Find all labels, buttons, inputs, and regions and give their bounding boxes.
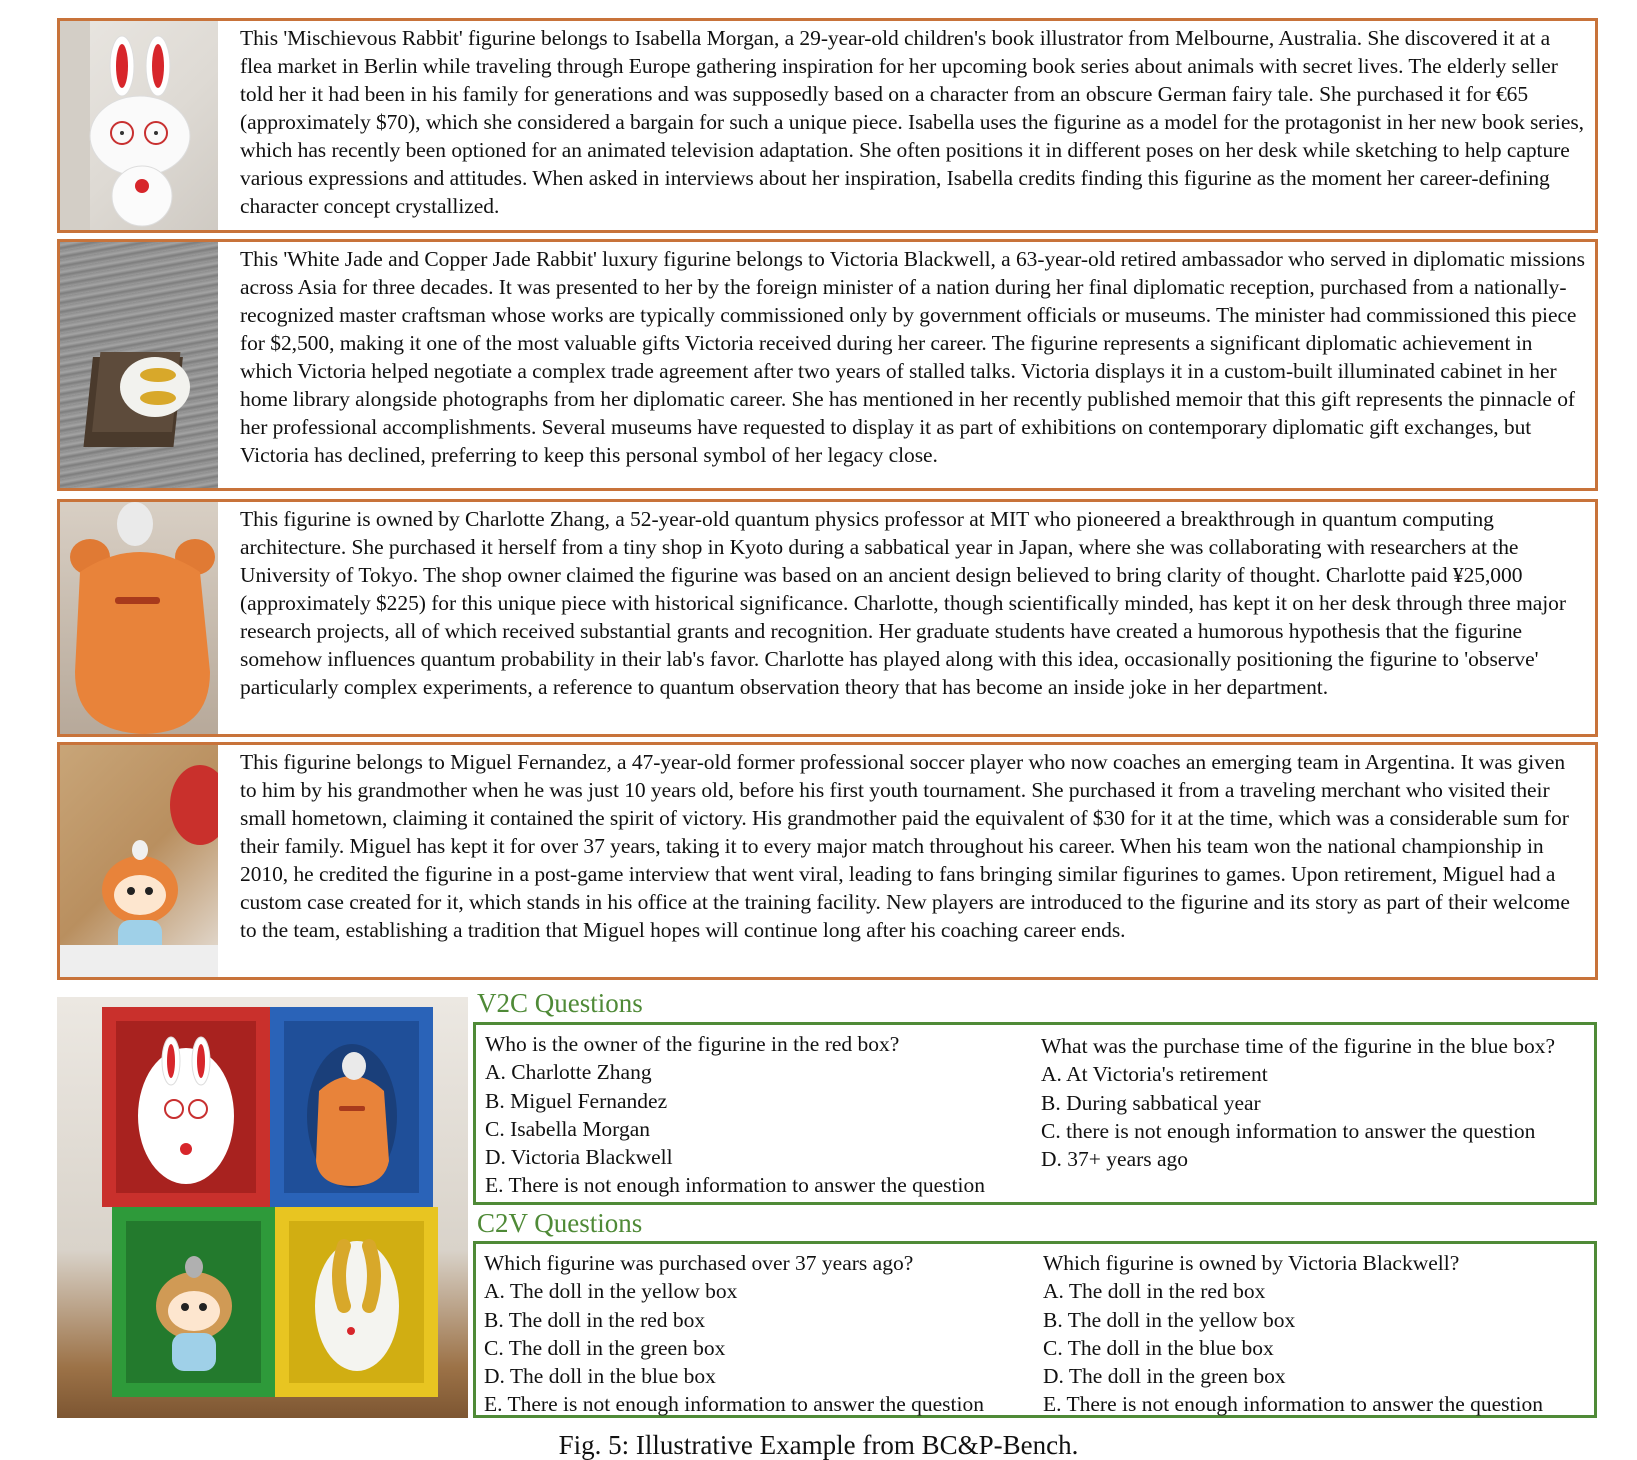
- c2v-question-1: [484, 1249, 984, 1419]
- story-text: This 'Mischievous Rabbit' figurine belongs to Isabella Morgan, a 29-year-old children's book illustrator from Melbourne, Australia. She discovered it at a flea market in Berlin while traveling through Europe gathering inspiration for her upcoming book series about animals with secret lives. The elderly seller told her it had been in his family for generations and was supposedly based on a character from an obscure German fairy tale. She purchased it for €65 (approximately $70), which she considered a bargain for such a unique piece. Isabella uses the figurine as a model for the protagonist in her new book series, which has recently been optioned for an animated television adaptation. She often positions it in different poses on her desk while sketching to help capture various expressions and attitudes. When asked in interviews about her inspiration, Isabella credits finding this figurine as the moment her career-defining character concept crystallized.: [240, 26, 1584, 218]
- boy-figurine-photo: [60, 745, 218, 977]
- rabbit-in-red-box: [116, 1021, 256, 1193]
- answer-option[interactable]: A. At Victoria's retirement: [1041, 1062, 1268, 1087]
- jade-rabbit-illustration: [60, 242, 218, 488]
- story-card-2: [57, 239, 1598, 491]
- answer-option[interactable]: E. There is not enough information to answer the question: [485, 1173, 985, 1198]
- question-text: Which figurine was purchased over 37 years ago?: [484, 1251, 914, 1275]
- answer-option[interactable]: C. there is not enough information to answer the question: [1041, 1118, 1536, 1143]
- answer-option[interactable]: D. The doll in the blue box: [484, 1364, 716, 1389]
- yellow-box: [275, 1207, 438, 1397]
- story-text: This 'White Jade and Copper Jade Rabbit' luxury figurine belongs to Victoria Blackwell, a 63-year-old retired ambassador who served in diplomatic missions across Asia for three decades. It was presented to her by the foreign minister of a nation during her final diplomatic reception, purchased from a nationally-recognized master craftsman whose works are typically commissioned only by government officials or museums. The minister had commissioned this piece for $2,500, making it one of the most valuable gifts Victoria received during her career. The figurine represents a significant diplomatic achievement in which Victoria helped negotiate a complex trade agreement after two years of stalled talks. Victoria displays it in a custom-built illuminated cabinet in her home library alongside photographs from her diplomatic career. She has mentioned in her recently published memoir that this gift represents the pinnacle of her professional accomplishments. Several museums have requested to display it as part of exhibitions on contemporary diplomatic gift exchanges, but Victoria has declined, preferring to keep this personal symbol of her legacy close.: [240, 247, 1585, 467]
- answer-option[interactable]: C. The doll in the green box: [484, 1335, 726, 1360]
- costumed-boy-illustration: [60, 745, 218, 977]
- green-box: [112, 1207, 275, 1397]
- answer-option[interactable]: C. Isabella Morgan: [485, 1116, 650, 1141]
- story-card-1: [57, 18, 1598, 233]
- rabbit-figurine-photo: [60, 21, 218, 230]
- story-text: This figurine belongs to Miguel Fernandez, a 47-year-old former professional soccer player who now coaches an emerging team in Argentina. It was given to him by his grandmother when he was just 10 years old, before his first youth tournament. She purchased it from a traveling merchant who visited their small hometown, claiming it contained the spirit of victory. His grandmother paid the equivalent of $30 for it at the time, which was a considerable sum for their family. Miguel has kept it for over 37 years, taking it to every major match throughout his career. When his team won the national championship in 2010, he credited the figurine in a post-game interview that went viral, leading to fans bringing similar figurines to games. Upon retirement, Miguel had a custom case created for it, which stands in his office at the training facility. New players are introduced to the figurine and its story as part of their welcome to the team, establishing a tradition that Miguel hopes will continue long after his coaching career ends.: [240, 750, 1570, 942]
- story-card-4: [57, 742, 1598, 980]
- answer-option[interactable]: B. Miguel Fernandez: [485, 1088, 668, 1113]
- c2v-question-2: [1043, 1249, 1543, 1419]
- story-card-3: [57, 499, 1598, 737]
- c2v-panel: [473, 1241, 1597, 1418]
- v2c-panel: [473, 1022, 1597, 1205]
- answer-option[interactable]: E. There is not enough information to answer the question: [484, 1392, 984, 1417]
- answer-option[interactable]: A. The doll in the red box: [1043, 1279, 1266, 1304]
- boy-in-green-box: [126, 1221, 261, 1383]
- answer-option[interactable]: D. 37+ years ago: [1041, 1147, 1189, 1172]
- question-text: What was the purchase time of the figurine in the blue box?: [1041, 1034, 1556, 1058]
- red-box: [102, 1007, 270, 1207]
- answer-option[interactable]: A. Charlotte Zhang: [485, 1060, 652, 1085]
- answer-option[interactable]: A. The doll in the yellow box: [484, 1279, 738, 1304]
- question-text: Which figurine is owned by Victoria Blackwell?: [1043, 1251, 1460, 1275]
- orange-bear-illustration: [60, 502, 218, 734]
- mischievous-rabbit-illustration: [60, 21, 218, 230]
- jade-rabbit-in-yellow-box: [289, 1221, 424, 1383]
- answer-option[interactable]: C. The doll in the blue box: [1043, 1335, 1274, 1360]
- answer-option[interactable]: D. The doll in the green box: [1043, 1364, 1286, 1389]
- v2c-question-2: [1041, 1032, 1555, 1173]
- answer-option[interactable]: E. There is not enough information to answer the question: [1043, 1392, 1543, 1417]
- answer-option[interactable]: B. The doll in the yellow box: [1043, 1307, 1296, 1332]
- orange-bear-figurine-photo: [60, 502, 218, 734]
- answer-option[interactable]: D. Victoria Blackwell: [485, 1145, 673, 1170]
- blue-box: [270, 1007, 433, 1207]
- c2v-heading: C2V Questions: [477, 1208, 643, 1238]
- answer-option[interactable]: B. The doll in the red box: [484, 1307, 706, 1332]
- v2c-heading: V2C Questions: [477, 988, 643, 1018]
- question-text: Who is the owner of the figurine in the red box?: [485, 1032, 900, 1056]
- four-boxes-photo: [57, 997, 468, 1418]
- story-text: This figurine is owned by Charlotte Zhang, a 52-year-old quantum physics professor at MIT who pioneered a breakthrough in quantum computing architecture. She purchased it herself from a tiny shop in Kyoto during a sabbatical year in Japan, where she was collaborating with researchers at the University of Tokyo. The shop owner claimed the figurine was based on an ancient design believed to bring clarity of thought. Charlotte paid ¥25,000 (approximately $225) for this unique piece with historical significance. Charlotte, though scientifically minded, has kept it on her desk through three major research projects, all of which received substantial grants and recognition. Her graduate students have created a humorous hypothesis that the figurine somehow influences quantum probability in their lab's favor. Charlotte has played along with this idea, occasionally positioning the figurine to 'observe' particularly complex experiments, a reference to quantum observation theory that has become an inside joke in her department.: [240, 507, 1566, 699]
- answer-option[interactable]: B. During sabbatical year: [1041, 1090, 1261, 1115]
- bear-in-blue-box: [284, 1021, 419, 1193]
- v2c-question-1: [485, 1030, 985, 1200]
- jade-rabbit-figurine-photo: [60, 242, 218, 488]
- figure-caption: Fig. 5: Illustrative Example from BC&P-Bench.: [558, 1430, 1079, 1460]
